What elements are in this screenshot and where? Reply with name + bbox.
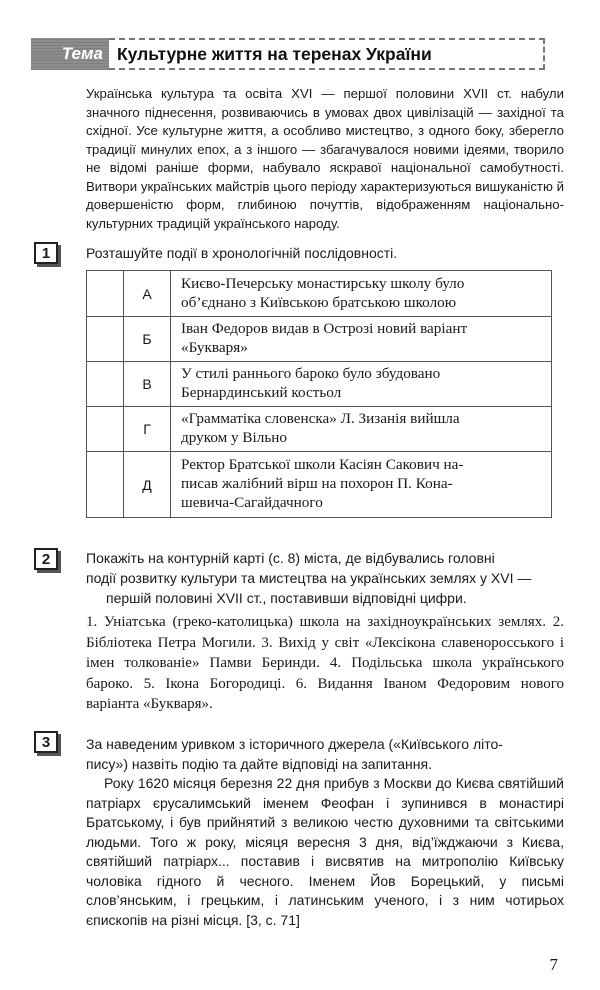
table-row	[87, 317, 552, 362]
row-letter: В	[124, 362, 171, 407]
page-number: 7	[549, 955, 558, 974]
table-row	[87, 407, 552, 452]
answer-cell	[87, 362, 124, 407]
task-3-number: 3	[34, 731, 58, 753]
event-line: «Букваря»	[181, 339, 248, 356]
intro-paragraph	[86, 85, 564, 233]
event-text	[171, 407, 552, 452]
topic-tag: Тема	[31, 38, 109, 70]
row-letter: Д	[124, 452, 171, 518]
event-line: У стилі раннього бароко було збудовано	[181, 365, 441, 382]
event-line: об’єднано з Київською братською школою	[181, 293, 457, 311]
task-2-line: події розвитку культури та мистецтва на українських землях у XVI —	[86, 570, 532, 586]
table-row	[87, 271, 552, 317]
task-1-text: Розташуйте події в хронологічній послідовності.	[86, 245, 398, 261]
event-line: Іван Федоров видав в Острозі новий варіант	[181, 320, 468, 337]
event-line: Бернардинський костьол	[181, 384, 342, 401]
event-text	[171, 317, 552, 362]
task-3-line: За наведеним уривком з історичного джерела («Київського літо-	[86, 736, 503, 752]
table-row	[87, 362, 552, 407]
answer-cell	[87, 407, 124, 452]
answer-cell	[87, 452, 124, 518]
event-line: Києво-Печерську монастирську школу було	[181, 274, 465, 292]
event-text	[171, 362, 552, 407]
events-table	[86, 270, 552, 518]
task-3-block	[86, 735, 564, 930]
row-letter: А	[124, 271, 171, 317]
event-line: друком у Вільно	[181, 429, 287, 446]
task-2-list: 1. Уніатська (греко-католицька) школа на західноукраїнських землях. 2. Бібліотека Петра Могили. 3. Вихід у світ «Лексікона славеноросського і імен толкованіе» Памви Беринди. 4. Подільська школа українського бароко. 5. Ікона Богородиці. 6. Видання Іваном Федоровим нового варіанта «Букваря».	[86, 614, 564, 712]
task-2-text	[86, 548, 564, 608]
topic-title: Культурне життя на теренах України	[109, 38, 545, 70]
task-3-line: пису») назвіть подію та дайте відповіді на запитання.	[86, 755, 432, 772]
row-letter: Б	[124, 317, 171, 362]
event-text	[171, 452, 552, 518]
event-line: писав жалібний вірш на похорон П. Кона-	[181, 475, 453, 492]
task-1-number: 1	[34, 242, 58, 264]
event-line: Ректор Братської школи Касіян Сакович на-	[181, 456, 464, 473]
row-letter: Г	[124, 407, 171, 452]
task-2-line: першій половині XVII ст., поставивши відповідні цифри.	[106, 590, 467, 606]
table-row	[87, 452, 552, 518]
source-quote: Року 1620 місяця березня 22 дня прибув з Москви до Києва святійший патріарх єрусалимський іменем Феофан і зупинився в монастирі Братському, і був прийнятий з великою честю духовними та світськими людьми. Того ж року, місяця вересня 3 дня, від’їжджаючи з Києва, святійший патріарх... поставив і висвятив на митрополію Київську чоловіка гідного й чесного. Іменем Йов Борецький, у письмі слов’янським, і грецьким, і латинським ученого, і з ним чотирьох єпископів на різні місця. [3, с. 71]	[86, 775, 564, 928]
topic-header	[31, 38, 545, 70]
intro-text: Українська культура та освіта XVI — першої половини XVII ст. набули значного піднесення, розвиваючись в умовах двох цивілізацій — західної та східної. Усе культурне життя, а особливо мистецтво, з одного боку, зберегло традиції минулих епох, а з іншого — збагачувалося новими ідеями, творило не відомі раніше форми, набувало яскравої національної самобутності. Витвори українських майстрів цього періоду характеризуються вишуканістю й довершеністю форм, глибиною почуттів, відображенням національно-культурних традицій українського народу.	[86, 86, 564, 231]
event-text	[171, 271, 552, 317]
task-2-line: Покажіть на контурній карті (с. 8) міста, де відбувались головні	[86, 550, 495, 566]
answer-cell	[87, 271, 124, 317]
event-line: «Грамматіка словенска» Л. Зизанія вийшла	[181, 410, 460, 427]
answer-cell	[87, 317, 124, 362]
event-line: шевича-Сагайдачного	[181, 494, 323, 511]
task-2-number: 2	[34, 548, 58, 570]
